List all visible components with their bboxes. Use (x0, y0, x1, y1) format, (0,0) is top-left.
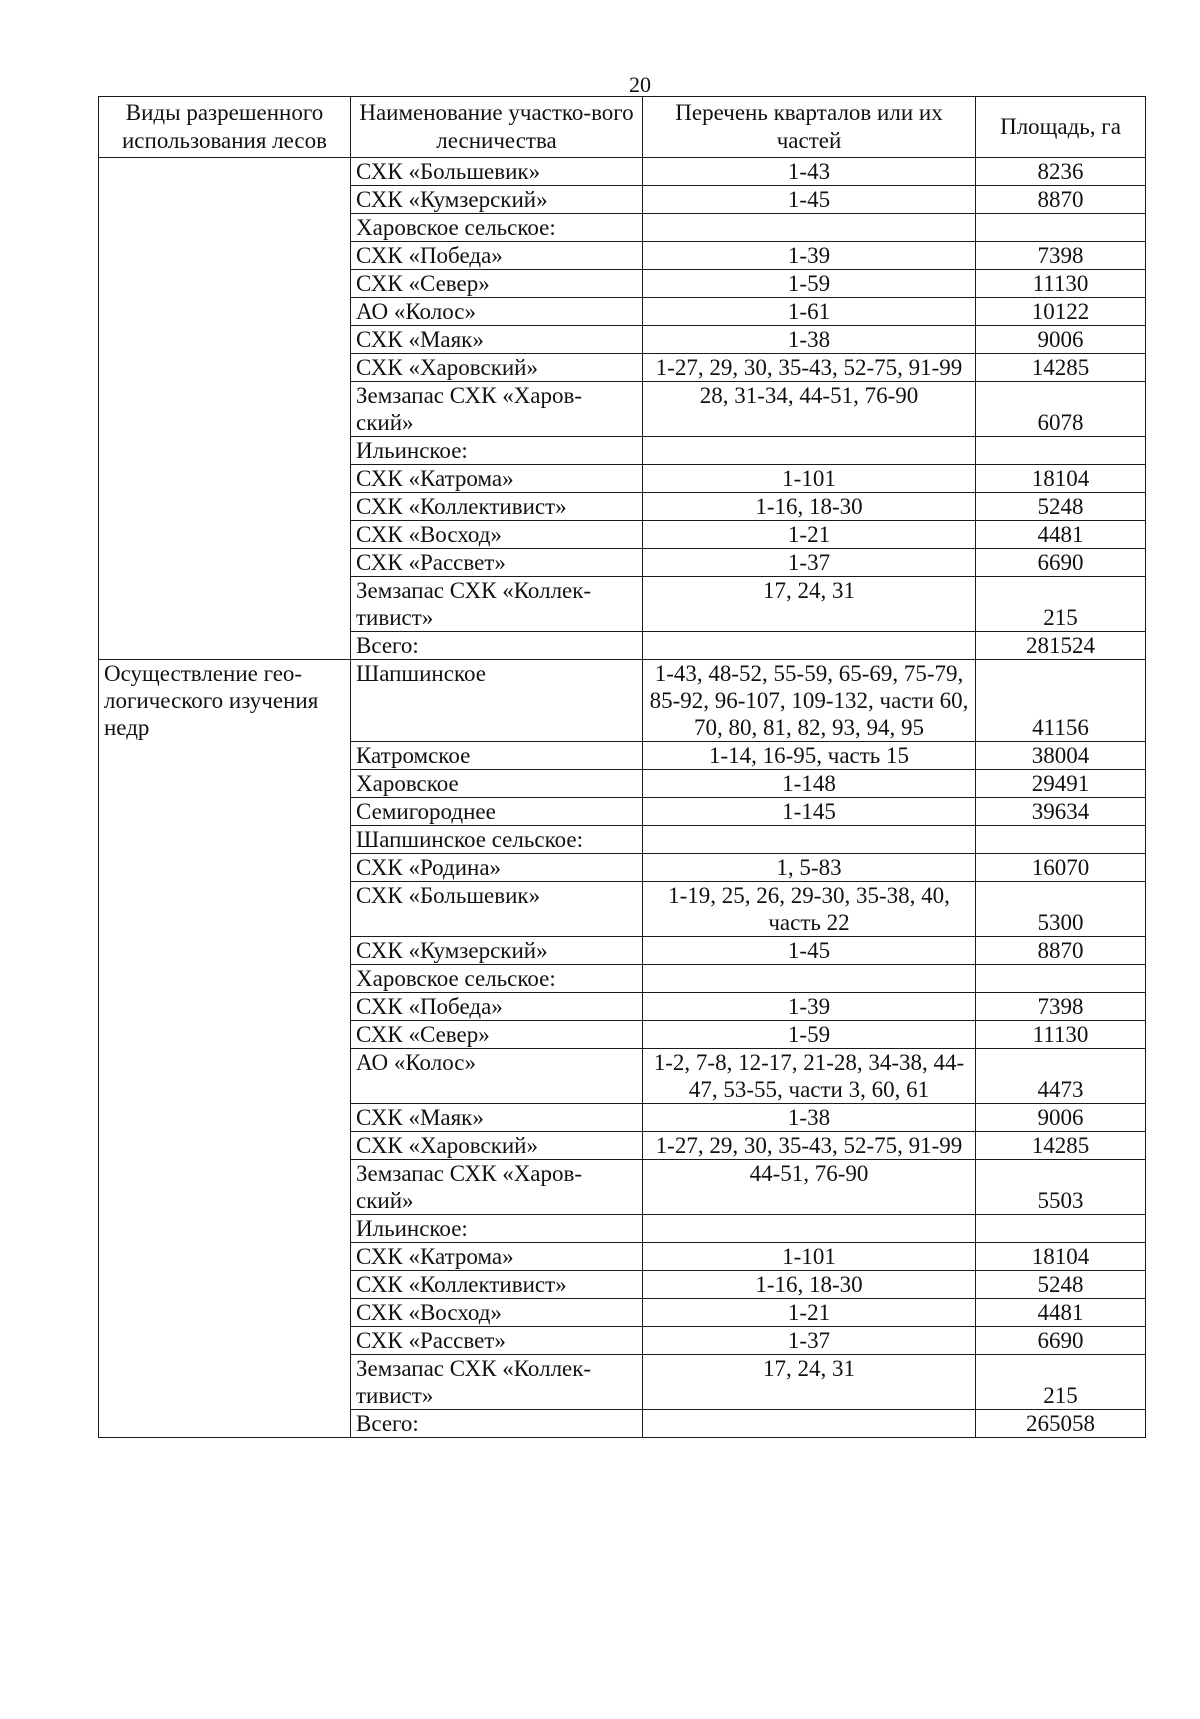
quarters-cell: 1-145 (643, 798, 976, 826)
forestry-name-cell: Всего: (351, 1410, 643, 1438)
forestry-name-cell: Земзапас СХК «Коллек-тивист» (351, 1355, 643, 1410)
forestry-name-cell: СХК «Харовский» (351, 354, 643, 382)
area-cell (976, 437, 1146, 465)
forestry-name-cell: СХК «Рассвет» (351, 1327, 643, 1355)
forestry-name-cell: Всего: (351, 632, 643, 660)
area-cell: 41156 (976, 660, 1146, 742)
forestry-name-cell: СХК «Харовский» (351, 1132, 643, 1160)
forestry-name-cell: АО «Колос» (351, 1049, 643, 1104)
area-cell: 11130 (976, 270, 1146, 298)
use-type-cell (99, 158, 351, 660)
quarters-cell: 1-16, 18-30 (643, 1271, 976, 1299)
quarters-cell: 1-37 (643, 549, 976, 577)
forestry-name-cell: Земзапас СХК «Коллек-тивист» (351, 577, 643, 632)
area-cell: 6690 (976, 549, 1146, 577)
forestry-name-cell: СХК «Кумзерский» (351, 186, 643, 214)
forestry-name-cell: СХК «Коллективист» (351, 1271, 643, 1299)
forestry-name-cell: СХК «Катрома» (351, 465, 643, 493)
area-cell: 38004 (976, 742, 1146, 770)
forestry-name-cell: СХК «Большевик» (351, 882, 643, 937)
area-cell: 265058 (976, 1410, 1146, 1438)
area-cell: 11130 (976, 1021, 1146, 1049)
quarters-cell: 1-39 (643, 242, 976, 270)
forestry-name-cell: СХК «Большевик» (351, 158, 643, 186)
table-row (99, 660, 1146, 742)
table-row (99, 158, 1146, 186)
quarters-cell: 44-51, 76-90 (643, 1160, 976, 1215)
area-cell: 5248 (976, 493, 1146, 521)
forestry-name-cell: Шапшинское сельское: (351, 826, 643, 854)
area-cell: 29491 (976, 770, 1146, 798)
forestry-name-cell: Харовское сельское: (351, 965, 643, 993)
area-cell: 4481 (976, 521, 1146, 549)
quarters-cell (643, 965, 976, 993)
area-cell: 7398 (976, 993, 1146, 1021)
quarters-cell: 1-45 (643, 937, 976, 965)
area-cell: 14285 (976, 354, 1146, 382)
use-type-cell: Осуществление гео-логического изучения недр (99, 660, 351, 1438)
forestry-name-cell: Харовское сельское: (351, 214, 643, 242)
forestry-name-cell: СХК «Родина» (351, 854, 643, 882)
quarters-cell: 17, 24, 31 (643, 577, 976, 632)
forestry-name-cell: СХК «Победа» (351, 242, 643, 270)
quarters-cell: 1-21 (643, 521, 976, 549)
quarters-cell: 1-19, 25, 26, 29-30, 35-38, 40, часть 22 (643, 882, 976, 937)
area-cell: 215 (976, 577, 1146, 632)
area-cell (976, 1215, 1146, 1243)
header-quarters: Перечень кварталов или их частей (643, 97, 976, 158)
area-cell: 16070 (976, 854, 1146, 882)
forestry-name-cell: СХК «Север» (351, 270, 643, 298)
quarters-cell: 1-2, 7-8, 12-17, 21-28, 34-38, 44-47, 53-55, части 3, 60, 61 (643, 1049, 976, 1104)
area-cell (976, 826, 1146, 854)
quarters-cell: 1-45 (643, 186, 976, 214)
quarters-cell: 1-43 (643, 158, 976, 186)
quarters-cell (643, 632, 976, 660)
quarters-cell: 1, 5-83 (643, 854, 976, 882)
quarters-cell: 1-16, 18-30 (643, 493, 976, 521)
forestry-name-cell: СХК «Катрома» (351, 1243, 643, 1271)
quarters-cell: 1-39 (643, 993, 976, 1021)
area-cell: 5248 (976, 1271, 1146, 1299)
area-cell: 215 (976, 1355, 1146, 1410)
area-cell: 18104 (976, 465, 1146, 493)
quarters-cell: 1-14, 16-95, часть 15 (643, 742, 976, 770)
area-cell: 6690 (976, 1327, 1146, 1355)
area-cell: 8870 (976, 186, 1146, 214)
forestry-name-cell: СХК «Рассвет» (351, 549, 643, 577)
forestry-name-cell: АО «Колос» (351, 298, 643, 326)
area-cell: 14285 (976, 1132, 1146, 1160)
table-header-row (99, 97, 1146, 158)
forestry-name-cell: СХК «Север» (351, 1021, 643, 1049)
header-use-type: Виды разрешенного использования лесов (99, 97, 351, 158)
area-cell: 10122 (976, 298, 1146, 326)
quarters-cell: 1-21 (643, 1299, 976, 1327)
quarters-cell: 1-38 (643, 1104, 976, 1132)
quarters-cell: 1-43, 48-52, 55-59, 65-69, 75-79, 85-92, 96-107, 109-132, части 60, 70, 80, 81, 82, 93, 94, 95 (643, 660, 976, 742)
area-cell: 39634 (976, 798, 1146, 826)
area-cell: 9006 (976, 1104, 1146, 1132)
quarters-cell: 1-59 (643, 270, 976, 298)
quarters-cell: 1-101 (643, 1243, 976, 1271)
quarters-cell (643, 1215, 976, 1243)
quarters-cell: 1-59 (643, 1021, 976, 1049)
area-cell: 18104 (976, 1243, 1146, 1271)
forestry-name-cell: Семигороднее (351, 798, 643, 826)
area-cell: 281524 (976, 632, 1146, 660)
quarters-cell: 1-27, 29, 30, 35-43, 52-75, 91-99 (643, 1132, 976, 1160)
quarters-cell (643, 1410, 976, 1438)
forestry-name-cell: СХК «Кумзерский» (351, 937, 643, 965)
forestry-name-cell: Шапшинское (351, 660, 643, 742)
header-forestry-name: Наименование участко-вого лесничества (351, 97, 643, 158)
quarters-cell: 1-148 (643, 770, 976, 798)
forestry-name-cell: СХК «Победа» (351, 993, 643, 1021)
quarters-cell: 28, 31-34, 44-51, 76-90 (643, 382, 976, 437)
area-cell (976, 965, 1146, 993)
area-cell: 9006 (976, 326, 1146, 354)
forestry-name-cell: Харовское (351, 770, 643, 798)
forest-use-table (98, 96, 1146, 1438)
forestry-name-cell: Ильинское: (351, 437, 643, 465)
quarters-cell: 1-38 (643, 326, 976, 354)
forestry-name-cell: СХК «Маяк» (351, 326, 643, 354)
forestry-name-cell: СХК «Восход» (351, 1299, 643, 1327)
area-cell (976, 214, 1146, 242)
quarters-cell: 1-101 (643, 465, 976, 493)
forestry-name-cell: СХК «Восход» (351, 521, 643, 549)
header-area: Площадь, га (976, 97, 1146, 158)
area-cell: 6078 (976, 382, 1146, 437)
area-cell: 4481 (976, 1299, 1146, 1327)
area-cell: 4473 (976, 1049, 1146, 1104)
quarters-cell (643, 826, 976, 854)
area-cell: 8236 (976, 158, 1146, 186)
quarters-cell: 1-37 (643, 1327, 976, 1355)
quarters-cell: 1-61 (643, 298, 976, 326)
page-number: 20 (629, 72, 651, 97)
quarters-cell: 17, 24, 31 (643, 1355, 976, 1410)
quarters-cell (643, 437, 976, 465)
forestry-name-cell: Земзапас СХК «Харов-ский» (351, 382, 643, 437)
area-cell: 7398 (976, 242, 1146, 270)
forestry-name-cell: СХК «Маяк» (351, 1104, 643, 1132)
area-cell: 5300 (976, 882, 1146, 937)
area-cell: 5503 (976, 1160, 1146, 1215)
forestry-name-cell: Катромское (351, 742, 643, 770)
quarters-cell (643, 214, 976, 242)
quarters-cell: 1-27, 29, 30, 35-43, 52-75, 91-99 (643, 354, 976, 382)
forestry-name-cell: Земзапас СХК «Харов-ский» (351, 1160, 643, 1215)
table-body (99, 158, 1146, 1438)
forestry-name-cell: Ильинское: (351, 1215, 643, 1243)
area-cell: 8870 (976, 937, 1146, 965)
forestry-name-cell: СХК «Коллективист» (351, 493, 643, 521)
